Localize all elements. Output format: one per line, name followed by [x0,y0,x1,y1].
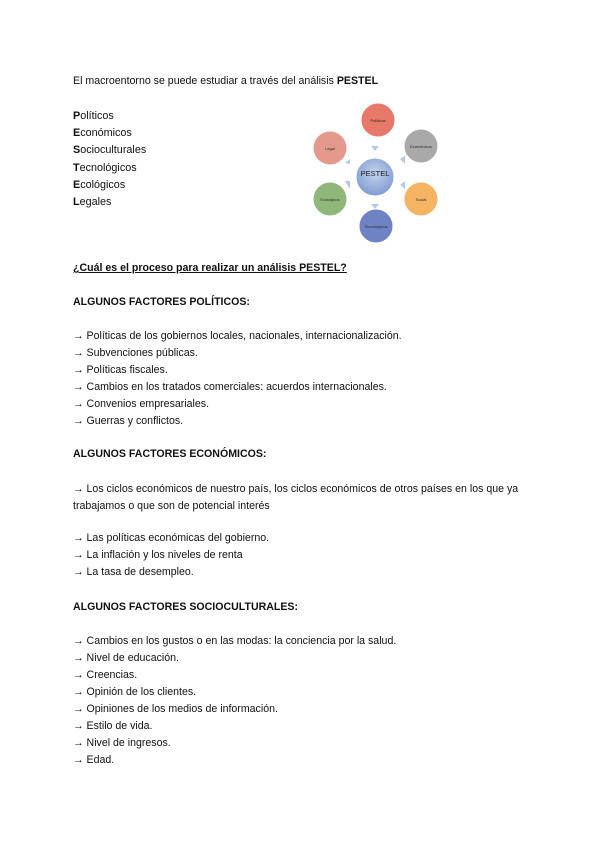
list-item: → Políticas de los gobiernos locales, nacionales, internacionalización. [73,330,402,342]
intro-line [73,75,378,88]
diagram-node-tecnologicos [359,209,393,243]
diagram-node-politicos [361,103,395,137]
pestel-list [73,108,146,211]
list-item: → Las políticas económicas del gobierno. [73,532,270,544]
section-heading-socioculturales: ALGUNOS FACTORES SOCIOCULTURALES: [73,601,299,613]
list-item: → La inflación y los niveles de renta [73,549,243,561]
svg-text:Tecnológicos: Tecnológicos [364,224,388,229]
intro-bold: PESTEL [336,75,379,87]
diagram-node-economicos [404,129,438,163]
svg-text:Social: Social [415,197,427,202]
list-item: → Subvenciones públicas. [73,347,198,359]
list-item: → Creencias. [73,669,138,681]
pestel-item: Legales [73,196,112,209]
list-item: → La tasa de desempleo. [73,566,194,578]
list-item: → Nivel de educación. [73,652,179,664]
svg-text:Políticos: Políticos [370,118,386,123]
list-item: → Convenios empresariales. [73,398,210,410]
diagram-node-social [404,182,438,216]
diagram-center-label: PESTEL [360,169,390,178]
intro-text: El macroentorno se puede estudiar a través del análisis [73,75,337,87]
list-item: → Guerras y conflictos. [73,415,184,427]
list-item: → Políticas fiscales. [73,364,168,376]
list-item: → Cambios en los tratados comerciales: acuerdos internacionales. [73,381,387,393]
diagram-center [356,158,394,196]
pestel-item: Ecológicos [73,178,126,191]
list-item: → Edad. [73,754,115,766]
pestel-item: Socioculturales [73,144,147,157]
pestel-item: Económicos [73,127,132,140]
section-heading-politicos: ALGUNOS FACTORES POLÍTICOS: [73,296,250,308]
pestel-item: Tecnológicos [73,161,137,174]
list-item: → Nivel de ingresos. [73,737,171,749]
list-item: → Estilo de vida. [73,720,153,732]
paragraph: → Los ciclos económicos de nuestro país, los ciclos económicos de otros países en los que ya trabajamos o que son de potencial interés [73,483,519,512]
svg-text:Legal: Legal [325,146,335,151]
pestel-diagram [305,101,445,247]
section-heading-economicos: ALGUNOS FACTORES ECONÓMICOS: [73,448,267,460]
list-item: → Opinión de los clientes. [73,686,197,698]
list-item: → Opiniones de los medios de información. [73,703,278,715]
diagram-node-ecologicos [313,182,347,216]
svg-text:Ecológicos: Ecológicos [320,197,340,202]
pestel-item: Políticos [73,110,114,122]
svg-text:Económicos: Económicos [410,144,432,149]
question-heading: ¿Cuál es el proceso para realizar un análisis PESTEL? [73,262,347,274]
diagram-node-legal [313,131,347,165]
list-item: → Cambios en los gustos o en las modas: la conciencia por la salud. [73,635,397,647]
